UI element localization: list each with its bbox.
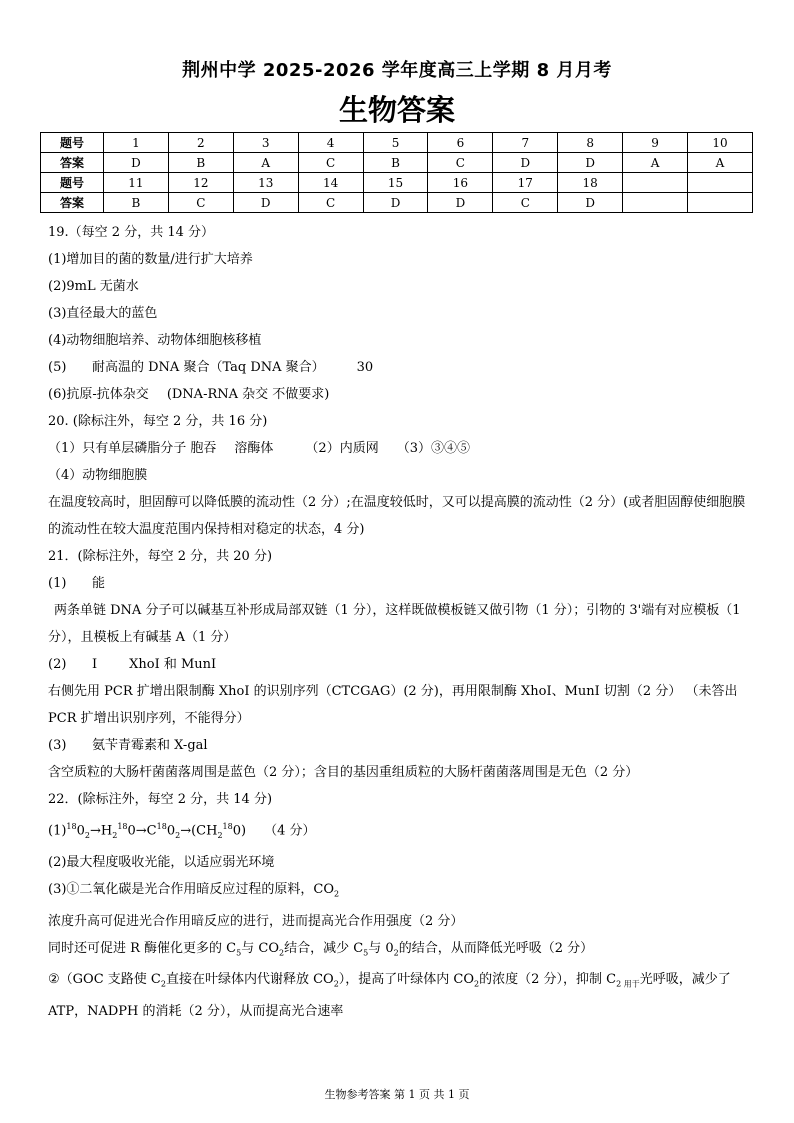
q22-answer-1: $(1)^{18}0_2\to H_2^{18}0\to C^{18}0_2\to(CH_2^{18}0)$ （4 分）: [48, 822, 316, 840]
table-cell: A: [688, 153, 753, 173]
table-cell: 15: [363, 173, 428, 193]
q21-heading: 21．(除标注外，每空 2 分，共 20 分): [48, 549, 273, 564]
q21-answer-1-detail: 两条单链 DNA 分子可以碱基互补形成局部双链（1 分），这样既做模板链又做引物（1 分）；引物的 3'端有对应模板（1 分），且模板上有碱基 A（1 分）: [48, 603, 741, 645]
question-number-row-1: [41, 133, 753, 153]
table-cell: 7: [493, 133, 558, 153]
answer-row-2: [41, 193, 753, 213]
table-cell: [623, 193, 688, 213]
table-cell: 14: [298, 173, 363, 193]
answer-table: [40, 132, 753, 213]
table-cell: D: [558, 153, 623, 173]
answer-number: (3): [48, 738, 67, 753]
table-cell: 18: [558, 173, 623, 193]
answer-row-1: [41, 153, 753, 173]
q19-answer-1: (1)增加目的菌的数量/进行扩大培养: [48, 252, 253, 267]
table-cell: D: [428, 193, 493, 213]
table-cell: C: [428, 153, 493, 173]
table-cell: [688, 173, 753, 193]
row-label-question: 题号: [41, 133, 104, 153]
table-cell: 4: [298, 133, 363, 153]
table-cell: 3: [233, 133, 298, 153]
answer-value: I: [92, 657, 98, 672]
table-cell: D: [233, 193, 298, 213]
table-cell: 1: [104, 133, 169, 153]
answer-number: (1): [48, 576, 67, 591]
table-cell: 8: [558, 133, 623, 153]
q22-answer-3-part-2: ②（GOC 支路使 $C_2$直接在叶绿体内代谢释放 $CO_2$），提高了叶绿体内 $CO_2$的浓度（2 分），抑制 $C_{2 用于}$光呼吸，减少了 ATP，NADPH 的消耗（2 分），从而提高光合速率: [48, 972, 731, 1019]
table-cell: 5: [363, 133, 428, 153]
q22-answer-3-continued: 同时还可促进 R 酶催化更多的 $C_5$与 $CO_2$结合，减少 $C_5$与 $0_2$的结合，从而降低光呼吸（2 分）: [48, 940, 594, 958]
answer-note: (DNA-RNA 杂交 不做要求): [166, 387, 330, 402]
document-title: 荆州中学 2025-2026 学年度高三上学期 8 月月考: [182, 60, 612, 81]
row-label-answer: 答案: [41, 193, 104, 213]
answer-score: （4 分）: [264, 823, 316, 839]
q19-answer-6: [48, 381, 754, 408]
q19-heading: 19.（每空 2 分，共 14 分）: [48, 225, 215, 240]
answer-text: 耐高温的 DNA 聚合（Taq DNA 聚合）: [92, 360, 325, 375]
answer-text: （1）只有单层磷脂分子 胞吞: [48, 441, 217, 456]
q21-answer-3-detail: 含空质粒的大肠杆菌菌落周围是蓝色（2 分）；含目的基因重组质粒的大肠杆菌菌落周围是无色（2 分）: [48, 765, 639, 780]
row-label-question: 题号: [41, 173, 104, 193]
q19-answer-5: [48, 354, 754, 381]
answer-text: （3）③④⑤: [396, 441, 470, 456]
table-cell: D: [558, 193, 623, 213]
table-cell: C: [298, 153, 363, 173]
q21-answer-2: [48, 651, 754, 678]
answer-text: (6)抗原-抗体杂交: [48, 387, 149, 402]
q19-answer-2: (2)9mL 无菌水: [48, 279, 139, 294]
table-cell: 11: [104, 173, 169, 193]
answer-body: [48, 219, 754, 1025]
table-cell: D: [363, 193, 428, 213]
q22-answer-2: (2)最大程度吸收光能，以适应弱光环境: [48, 854, 275, 870]
table-cell: D: [104, 153, 169, 173]
table-cell: A: [233, 153, 298, 173]
q20-answers-1-3: [48, 435, 754, 462]
answer-value: 能: [92, 576, 106, 591]
table-cell: C: [493, 193, 558, 213]
table-cell: 16: [428, 173, 493, 193]
q22-heading: 22．(除标注外，每空 2 分，共 14 分): [48, 792, 273, 807]
table-cell: B: [104, 193, 169, 213]
table-cell: B: [363, 153, 428, 173]
answer-value: XhoI 和 MunI: [129, 657, 217, 672]
answer-value: 30: [356, 360, 374, 375]
table-cell: 2: [168, 133, 233, 153]
q19-answer-3: (3)直径最大的蓝色: [48, 306, 158, 321]
q20-heading: 20. (除标注外，每空 2 分，共 16 分): [48, 414, 268, 429]
table-cell: 13: [233, 173, 298, 193]
table-cell: 6: [428, 133, 493, 153]
answer-text: （2）内质网: [305, 441, 379, 456]
table-cell: A: [623, 153, 688, 173]
question-number-row-2: [41, 173, 753, 193]
table-cell: D: [493, 153, 558, 173]
row-label-answer: 答案: [41, 153, 104, 173]
q20-answer-4: （4）动物细胞膜: [48, 468, 148, 483]
q21-answer-2-detail: 右侧先用 PCR 扩增出限制酶 XhoI 的识别序列（CTCGAG）(2 分)，再用限制酶 XhoI、MunI 切割（2 分） （未答出 PCR 扩增出识别序列，不能得分）: [48, 684, 738, 726]
table-cell: 9: [623, 133, 688, 153]
table-cell: C: [298, 193, 363, 213]
table-cell: C: [168, 193, 233, 213]
page-footer: 生物参考答案 第 1 页 共 1 页: [324, 1088, 470, 1101]
table-cell: [623, 173, 688, 193]
answer-number: (2): [48, 657, 67, 672]
table-cell: B: [168, 153, 233, 173]
q21-answer-1: [48, 570, 754, 597]
answer-text: 溶酶体: [234, 441, 274, 456]
table-cell: 12: [168, 173, 233, 193]
table-cell: 10: [688, 133, 753, 153]
document-subtitle: 生物答案: [338, 93, 455, 127]
q20-answer-4-detail: 在温度较高时，胆固醇可以降低膜的流动性（2 分）;在温度较低时，又可以提高膜的流动性（2 分）(或者胆固醇使细胞膜的流动性在较大温度范围内保持相对稳定的状态，4 分): [48, 495, 746, 537]
table-cell: [688, 193, 753, 213]
q19-answer-4: (4)动物细胞培养、动物体细胞核移植: [48, 333, 262, 348]
q21-answer-3: [48, 732, 754, 759]
answer-value: 氨苄青霉素和 X-gal: [92, 738, 208, 753]
q22-answer-3: (3)①二氧化碳是光合作用暗反应过程的原料，$CO_2$浓度升高可促进光合作用暗反应的进行，进而提高光合作用强度（2 分）: [48, 881, 464, 929]
table-cell: 17: [493, 173, 558, 193]
answer-number: (5): [48, 360, 67, 375]
